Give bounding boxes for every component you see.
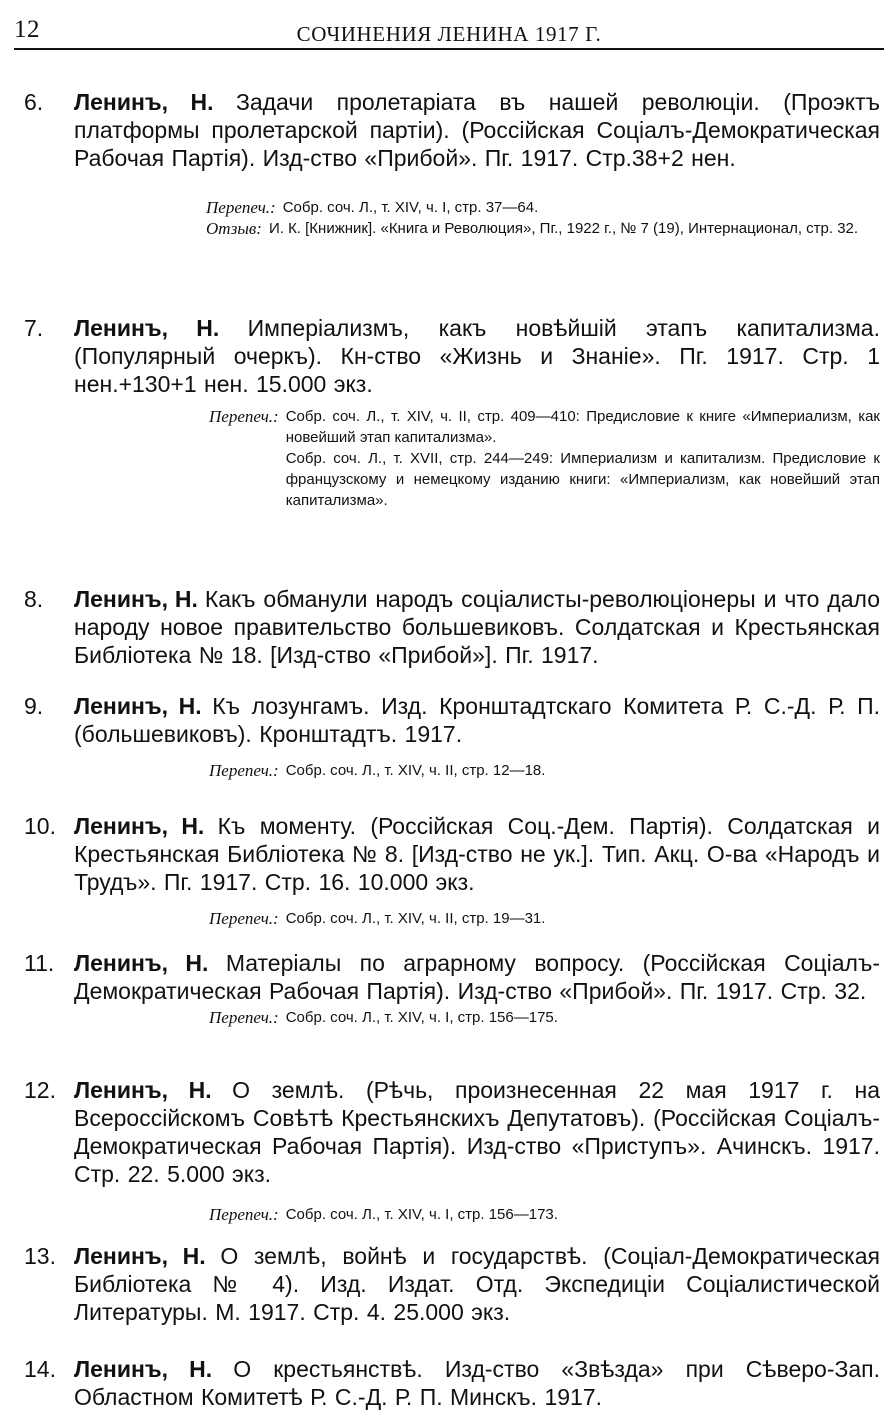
bibliography-entry-13 xyxy=(24,1242,880,1326)
note-text: Собр. соч. Л., т. XIV, ч. I, стр. 156—175. xyxy=(285,1009,558,1026)
reprint-note xyxy=(206,197,880,218)
entry-description: Къ лозунгамъ. Изд. Кронштадтскаго Комитета Р. С.-Д. Р. П. (большевиковъ). Кронштадтъ. 1917. xyxy=(74,693,881,747)
entry-number: 7. xyxy=(24,315,44,341)
note-label: Перепеч.: xyxy=(206,198,276,217)
entry-description: О землѣ. (Рѣчь, произнесенная 22 мая 1917 г. на Всероссійскомъ Совѣтѣ Крестьянскихъ Депутатовъ). (Россійская Соціалъ-Демократическая Рабочая Партія). Изд-ство «Приступъ». Ачинскъ. 1917. Стр. 22. 5.000 экз. xyxy=(74,1077,881,1187)
entry-number: 9. xyxy=(24,693,44,719)
note-text: Собр. соч. Л., т. XIV, ч. II, стр. 12—18. xyxy=(285,762,546,779)
entry-notes xyxy=(24,908,880,929)
entry-author: Ленинъ, Н. xyxy=(74,89,214,115)
note-text: И. К. [Книжник]. «Книга и Революция», Пг., 1922 г., № 7 (19), Интернационал, стр. 32. xyxy=(268,220,859,237)
entry-author: Ленинъ, Н. xyxy=(74,1243,206,1269)
bibliography-entry-10 xyxy=(24,812,880,929)
entry-notes xyxy=(24,1204,880,1225)
note-label: Перепеч.: xyxy=(209,1008,279,1027)
bibliography-entry-7 xyxy=(24,314,880,511)
entry-author: Ленинъ, Н. xyxy=(74,693,202,719)
entry-number: 13. xyxy=(24,1243,56,1269)
bibliography-entry-9 xyxy=(24,692,880,781)
entry-description: О землѣ, войнѣ и государствѣ. (Соціал-Демократическая Библіотека № 4). Изд. Издат. Отд. Экспедиціи Соціалистической Литературы. М. 1917. Стр. 4. 25.000 экз. xyxy=(74,1243,880,1325)
entry-description: Какъ обманули народъ соціалисты-революціонеры и что дало народу новое правительство большевиковъ. Солдатская и Крестьянская Библіотека № 18. [Изд-ство «Прибой»]. Пг. 1917. xyxy=(74,586,880,668)
note-label: Перепеч.: xyxy=(209,407,279,426)
note-paragraphs xyxy=(286,406,880,511)
entry-number: 6. xyxy=(24,89,44,115)
entry-main-text xyxy=(24,1242,880,1326)
entry-number: 8. xyxy=(24,586,44,612)
bibliography-entry-12 xyxy=(24,1076,880,1225)
review-note xyxy=(206,218,880,239)
entry-author: Ленинъ, Н. xyxy=(74,586,198,612)
entry-main-text xyxy=(24,812,880,896)
entry-notes xyxy=(24,406,880,511)
entry-description: О крестьянствѣ. Изд-ство «Звѣзда» при Сѣверо-Зап. Областном Комитетѣ Р. С.-Д. Р. П. Минскъ. 1917. xyxy=(74,1356,881,1410)
entry-author: Ленинъ, Н. xyxy=(74,950,209,976)
entry-number: 11. xyxy=(24,950,55,976)
entry-main-text xyxy=(24,692,880,748)
bibliography-entry-14 xyxy=(24,1355,880,1411)
entry-notes xyxy=(24,1007,880,1028)
note-label: Отзыв: xyxy=(206,219,262,238)
entry-main-text xyxy=(24,314,880,398)
entry-author: Ленинъ, Н. xyxy=(74,1356,213,1382)
entry-description: Задачи пролетаріата въ нашей революціи. (Проэктъ платформы пролетарской партіи). (Россійская Соціалъ-Демократическая Рабочая Партія). Изд-ство «Прибой». Пг. 1917. Стр.38+2 нен. xyxy=(74,89,880,171)
note-text: Собр. соч. Л., т. XIV, ч. I, стр. 37—64. xyxy=(282,199,539,216)
running-title: СОЧИНЕНИЯ ЛЕНИНА 1917 Г. xyxy=(296,22,602,46)
page-header xyxy=(14,14,884,50)
entry-number: 14. xyxy=(24,1356,56,1382)
note-text: Собр. соч. Л., т. XIV, ч. I, стр. 156—173. xyxy=(285,1206,558,1223)
entry-number: 10. xyxy=(24,813,56,839)
entry-description: Матеріалы по аграрному вопросу. (Россійская Соціалъ-Демократическая Рабочая Партія). Изд-ство «Прибой». Пг. 1917. Стр. 32. xyxy=(74,950,880,1004)
note-label: Перепеч.: xyxy=(209,909,279,928)
entry-notes xyxy=(24,760,880,781)
reprint-note xyxy=(209,760,880,781)
note-paragraph: Собр. соч. Л., т. XVII, стр. 244—249: Империализм и капитализм. Предисловие к французскому и немецкому изданию книги: «Империализм, как новейший этап капитализма». xyxy=(285,450,880,509)
entry-notes xyxy=(24,197,880,239)
entry-main-text xyxy=(24,1355,880,1411)
bibliography-entry-8 xyxy=(24,585,880,669)
entry-main-text xyxy=(24,949,880,1005)
bibliography-entry-6 xyxy=(24,88,880,239)
entry-description: Къ моменту. (Россійская Соц.-Дем. Партія). Солдатская и Крестьянская Библіотека № 8. [Изд-ство не ук.]. Тип. Акц. О-ва «Народъ и Трудъ». Пг. 1917. Стр. 16. 10.000 экз. xyxy=(74,813,881,895)
entry-author: Ленинъ, Н. xyxy=(74,315,220,341)
reprint-note xyxy=(209,406,880,511)
entry-main-text xyxy=(24,585,880,669)
entry-description: Имперіализмъ, какъ новѣйшій этапъ капитализма. (Популярный очеркъ). Кн-ство «Жизнь и Знаніе». Пг. 1917. Стр. 1 нен.+130+1 нен. 15.000 экз. xyxy=(74,315,880,397)
entry-author: Ленинъ, Н. xyxy=(74,813,205,839)
bibliography-entry-11 xyxy=(24,949,880,1028)
reprint-note xyxy=(209,1007,880,1028)
reprint-note xyxy=(209,908,880,929)
page-number: 12 xyxy=(14,16,40,43)
note-paragraph: Собр. соч. Л., т. XIV, ч. II, стр. 409—410: Предисловие к книге «Империализм, как новейший этап капитализма». xyxy=(285,408,880,446)
entry-main-text xyxy=(24,88,880,172)
note-label: Перепеч.: xyxy=(209,1205,279,1224)
entry-main-text xyxy=(24,1076,880,1188)
reprint-note xyxy=(209,1204,880,1225)
entry-author: Ленинъ, Н. xyxy=(74,1077,212,1103)
note-text: Собр. соч. Л., т. XIV, ч. II, стр. 19—31. xyxy=(285,910,546,927)
note-label: Перепеч.: xyxy=(209,761,279,780)
entry-number: 12. xyxy=(24,1077,56,1103)
